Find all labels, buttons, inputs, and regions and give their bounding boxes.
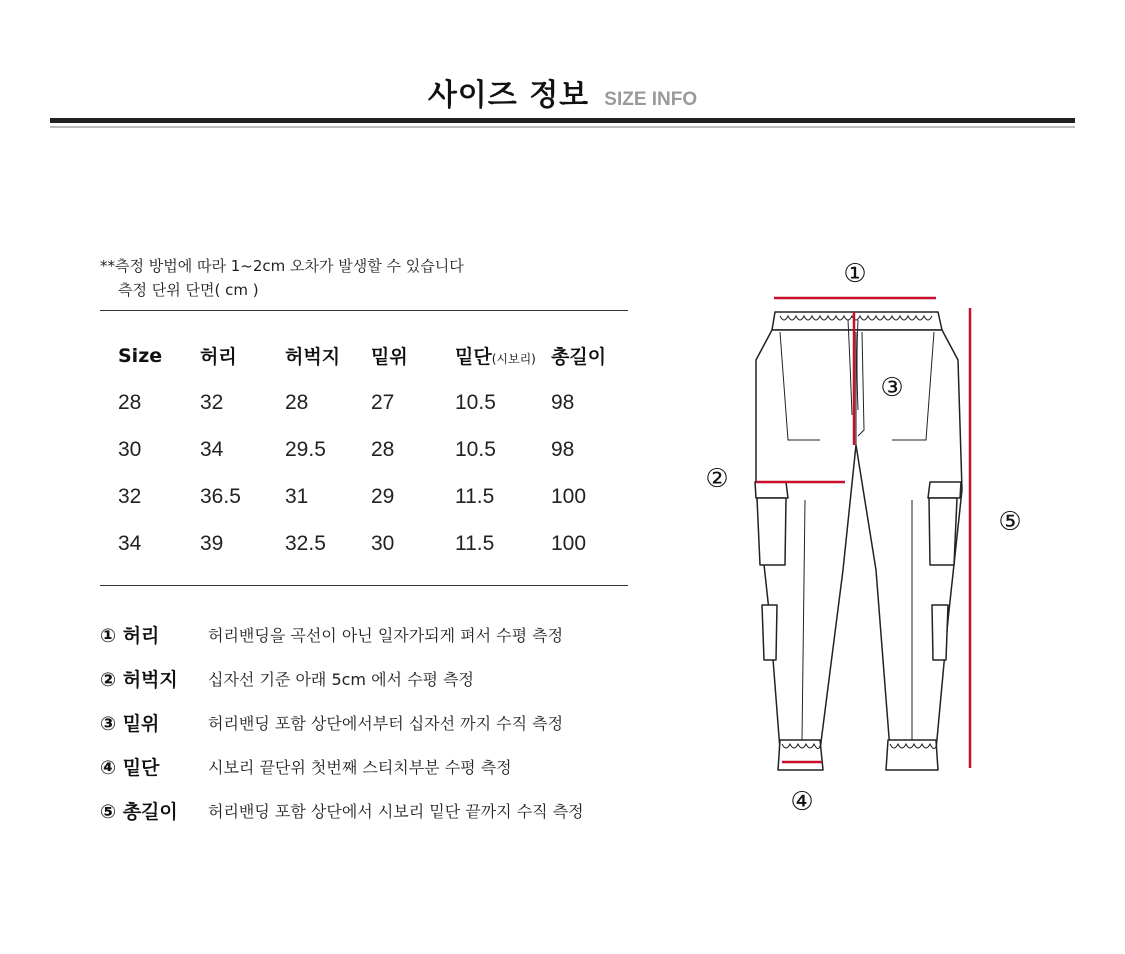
table-cell: 29.5 [285,437,326,461]
legend-item-hem [100,744,584,788]
table-cell: 10.5 [455,437,496,461]
page-title: 사이즈 정보 [427,78,590,113]
table-cell: 34 [118,531,142,555]
pants-diagram [680,240,1080,840]
legend-item-waist [100,612,584,656]
legend-label: ⑤ 총길이 [100,800,178,823]
table-cell: 31 [285,484,309,508]
marker-3: ③ [880,373,904,403]
header-thigh: 허벅지 [285,346,341,368]
page-subtitle: SIZE INFO [604,89,698,110]
marker-2: ② [705,464,729,494]
legend-label: ④ 밑단 [100,756,160,779]
note-error-margin: **측정 방법에 따라 1~2cm 오차가 발생할 수 있습니다 [100,257,464,275]
table-cell: 30 [118,437,142,461]
legend-label: ② 허벅지 [100,668,178,691]
table-cell: 29 [371,484,395,508]
table-cell: 11.5 [455,531,495,555]
table-row [110,379,641,426]
legend-label: ① 허리 [100,624,160,647]
legend-desc: 허리밴딩 포함 상단에서 시보리 밑단 끝까지 수직 측정 [208,801,584,821]
table-cell: 100 [551,484,587,508]
table-cell: 36.5 [200,484,241,508]
size-table [110,332,641,567]
table-cell: 34 [200,437,224,461]
legend-desc: 허리밴딩 포함 상단에서부터 십자선 까지 수직 측정 [208,713,564,733]
header-hem-note: (시보리) [491,352,536,366]
table-cell: 32 [118,484,142,508]
table-cell: 39 [200,531,224,555]
legend-desc: 시보리 끝단위 첫번째 스티치부분 수평 측정 [208,757,512,777]
legend-item-rise [100,700,584,744]
page-header [0,70,1125,114]
left-cargo-pocket [757,498,786,565]
legend-item-total-length [100,788,584,832]
table-cell: 100 [551,531,587,555]
header-size: Size [118,344,163,367]
table-cell: 32.5 [285,531,326,555]
measurement-legend [100,612,584,832]
table-header-row [110,332,641,379]
legend-item-thigh [100,656,584,700]
right-cargo-flap [928,482,961,498]
table-cell: 27 [371,390,395,414]
header-hem-label: 밑단 [455,346,492,368]
table-cell: 28 [118,390,142,414]
header-rise: 밑위 [371,346,408,368]
table-cell: 30 [371,531,395,555]
header-waist: 허리 [200,346,237,368]
header-divider-shadow [50,126,1075,128]
marker-1: ① [843,259,867,289]
table-bottom-divider [100,585,628,586]
legend-label: ③ 밑위 [100,712,160,735]
table-cell: 28 [285,390,309,414]
table-top-divider [100,310,628,311]
table-row [110,426,641,473]
table-cell: 32 [200,390,224,414]
legend-desc: 허리밴딩을 곡선이 아닌 일자가되게 펴서 수평 측정 [208,625,564,645]
table-cell: 28 [371,437,395,461]
marker-4: ④ [790,787,814,817]
table-row [110,473,641,520]
right-lower-pocket [932,605,948,660]
note-unit: 측정 단위 단면( cm ) [118,281,259,299]
left-cargo-flap [755,482,788,498]
table-cell: 98 [551,390,575,414]
right-cargo-pocket [929,498,957,565]
left-lower-pocket [762,605,777,660]
waistband [772,312,942,330]
table-cell: 10.5 [455,390,496,414]
header-total-length: 총길이 [551,346,607,368]
legend-desc: 십자선 기준 아래 5cm 에서 수평 측정 [208,669,475,689]
table-cell: 11.5 [455,484,495,508]
measurement-notes [100,254,464,302]
table-cell: 98 [551,437,575,461]
header-divider [50,118,1075,123]
table-row [110,520,641,567]
marker-5: ⑤ [998,507,1022,537]
left-cuff [778,740,823,770]
header-hem [455,332,551,379]
